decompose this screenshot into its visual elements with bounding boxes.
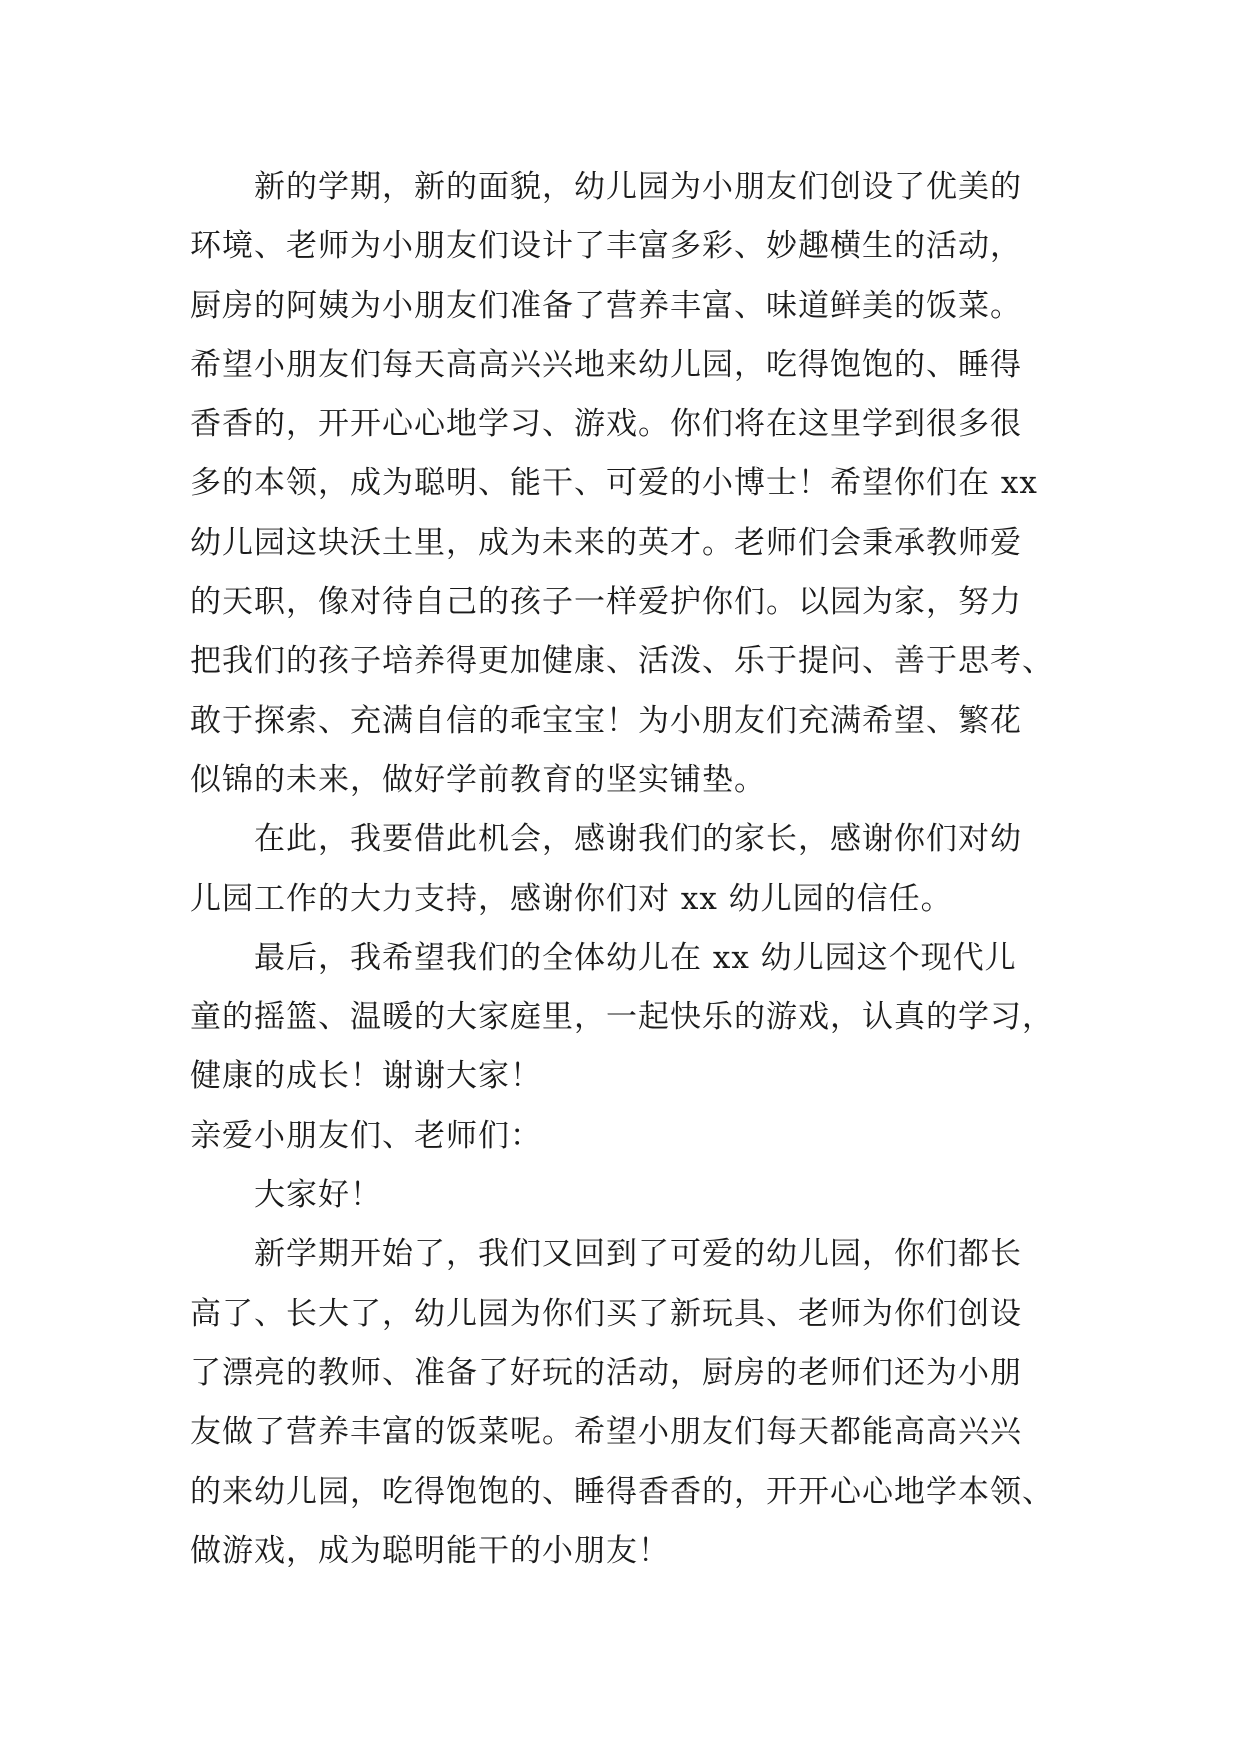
greeting — [190, 1166, 1060, 1225]
text-line: 把我们的孩子培养得更加健康、活泼、乐于提问、善于思考、 — [190, 643, 1054, 680]
text-line: 大家好！ — [254, 1177, 382, 1214]
text-line: 亲爱小朋友们、老师们： — [190, 1117, 542, 1154]
text-line: 厨房的阿姨为小朋友们准备了营养丰富、味道鲜美的饭菜。 — [190, 287, 1022, 324]
text-line: 做游戏，成为聪明能干的小朋友！ — [190, 1532, 670, 1569]
paragraph-intro — [190, 158, 1060, 810]
text-line: 的来幼儿园，吃得饱饱的、睡得香香的，开开心心地学本领、 — [190, 1473, 1054, 1510]
text-line: 健康的成长！谢谢大家！ — [190, 1058, 542, 1095]
text-line: 幼儿园这块沃土里，成为未来的英才。老师们会秉承教师爱 — [190, 524, 1022, 561]
salutation — [190, 1107, 1060, 1166]
text-line: 新的学期，新的面貌，幼儿园为小朋友们创设了优美的 — [254, 169, 1022, 205]
text-line: 儿园工作的大力支持，感谢你们对 xx 幼儿园的信任。 — [190, 880, 953, 917]
paragraph-new-term — [190, 1225, 1060, 1581]
paragraph-closing — [190, 929, 1060, 1107]
text-line: 的天职，像对待自己的孩子一样爱护你们。以园为家，努力 — [190, 584, 1022, 621]
text-line: 新学期开始了，我们又回到了可爱的幼儿园，你们都长 — [254, 1236, 1022, 1273]
text-line: 童的摇篮、温暖的大家庭里，一起快乐的游戏，认真的学习， — [190, 999, 1054, 1036]
text-line: 多的本领，成为聪明、能干、可爱的小博士！希望你们在 xx — [190, 465, 1038, 502]
text-line: 在此，我要借此机会，感谢我们的家长，感谢你们对幼 — [254, 821, 1022, 858]
text-line: 最后，我希望我们的全体幼儿在 xx 幼儿园这个现代儿 — [254, 939, 1017, 976]
text-line: 希望小朋友们每天高高兴兴地来幼儿园，吃得饱饱的、睡得 — [190, 346, 1022, 383]
text-line: 香香的，开开心心地学习、游戏。你们将在这里学到很多很 — [190, 406, 1022, 443]
text-line: 友做了营养丰富的饭菜呢。希望小朋友们每天都能高高兴兴 — [190, 1414, 1022, 1451]
document-body — [190, 158, 1060, 1581]
text-line: 似锦的未来，做好学前教育的坚实铺垫。 — [190, 761, 766, 798]
text-line: 环境、老师为小朋友们设计了丰富多彩、妙趣横生的活动， — [190, 228, 1022, 265]
text-line: 敢于探索、充满自信的乖宝宝！为小朋友们充满希望、繁花 — [190, 702, 1022, 739]
text-line: 高了、长大了，幼儿园为你们买了新玩具、老师为你们创设 — [190, 1295, 1022, 1332]
paragraph-thanks — [190, 810, 1060, 929]
text-line: 了漂亮的教师、准备了好玩的活动，厨房的老师们还为小朋 — [190, 1354, 1022, 1391]
